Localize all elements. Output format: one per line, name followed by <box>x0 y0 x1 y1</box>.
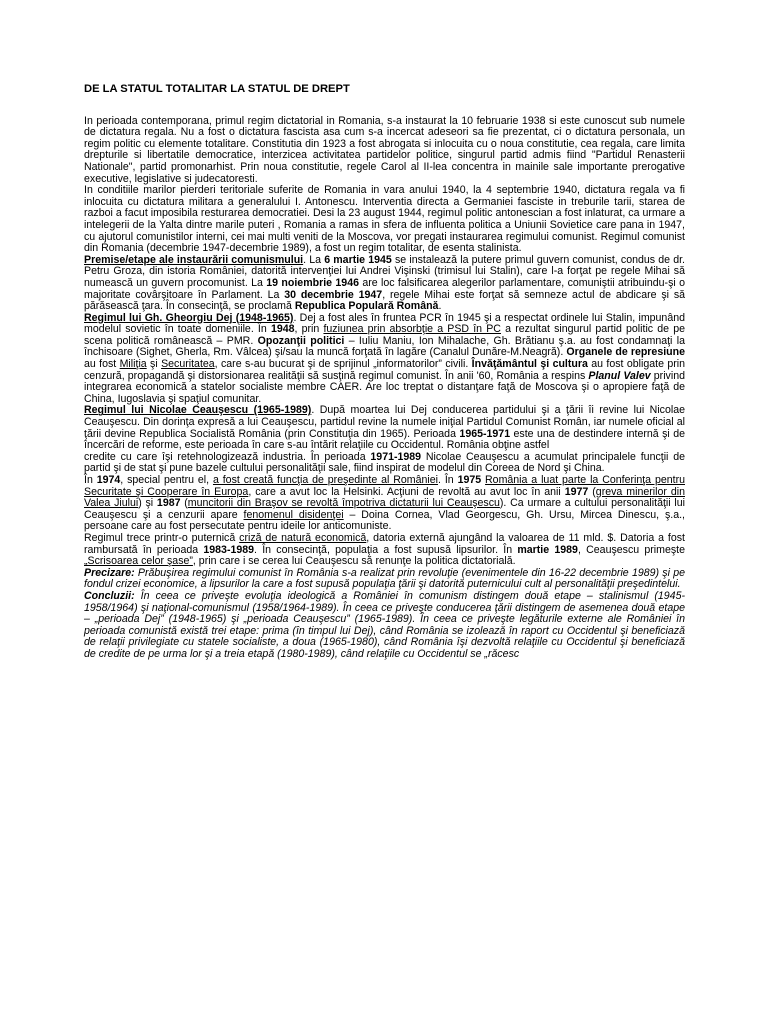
intro-paragraph: In perioada contemporana, primul regim dictatorial in Romania, s-a instaurat la 10 februarie 1938 si este cunoscut sub numele de dictatura regala. Nu a fost o dictatura fascista asa cum s-a incercat adeseori sa fie prezentat, ci o dictatura personala, un regim politic cu elemente totalitare. Constitutia din 1923 a fost abrogata si inlocuita cu o noua constitutie, cea regala, care limita drepturile si libertatile democratice, interzicea activitatea partidelor politice, singurul partid admis fiind "Partidul Renasterii Nationale", partid promonarhist. Prin noua constitutie, regele Carol al II-lea concentra in mainile sale importante prerogative executive, legislative si judecatoresti. <box>84 114 685 185</box>
paragraph-concluzii: Concluzii: În ceea ce priveşte evoluţia ideologică a României în comunism distingem două etape – stalinismul (1945-1958/1964) şi naţional-comunismul (1958/1964-1989). În ceea ce priveşte conducerea ţării distingem de asemenea două etape – „perioada Dej” (1948-1965) şi „perioada Ceauşescu” (1965-1989). În ceea ce priveşte legăturile externe ale României în perioada comunistă există trei etape: prima (în timpul lui Dej), când România se izolează în raport cu Occidentul şi beneficiază de relaţii privilegiate cu statele socialiste, a doua (1965-1980), când România îşi dezvoltă relaţiile cu Occidentul şi beneficiază de credite de pe urma lor şi a treia etapă (1980-1989), când relaţiile cu Occidentul se „răcesc <box>84 589 685 660</box>
paragraph-precizare: Precizare: Prăbuşirea regimului comunist în România s-a realizat prin revoluţie (evenimentele din 16-22 decembrie 1989) şi pe fondul crizei economice, a lipsurilor la care a fost supusă populaţia ţării şi datorită puternicului cult al personalităţii preşedintelui. <box>84 566 685 591</box>
section-premise: Premise/etape ale instaurării comunismului. La 6 martie 1945 se instalează la putere primul guvern comunist, condus de dr. Petru Groza, din istoria României, datorită intervenţiei lui Andrei Vişinski (trimisul lui Stalin), care l-a forţat pe regele Mihai să numească un guvern procomunist. La 19 noiembrie 1946 are loc falsificarea alegerilor parlamentare, comuniştii atribuindu-şi o majoritate covârşitoare în Parlament. La 30 decembrie 1947, regele Mihai este forţat să semneze actul de abdicare şi să părăsească ţara. În consecinţă, se proclamă Republica Populară Română. <box>84 253 686 313</box>
section-dej: Regimul lui Gh. Gheorgiu Dej (1948-1965). Dej a fost ales în fruntea PCR în 1945 şi a respectat ordinele lui Stalin, impunând modelul sovietic în toate domeniile. În 1948, prin fuziunea prin absorbţie a PSD în PC a rezultat singurul partid politic de pe scena politică românească – PMR. Opozanţii politici – Iuliu Maniu, Ion Mihalache, Gh. Brătianu ş.a. au fost condamnaţi la închisoare (Sighet, Gherla, Rm. Vâlcea) şi/sau la muncă forţată în lagăre (Canalul Dunăre-M.Neagră). Organele de represiune au fost Miliţia şi Securitatea, care s-au bucurat şi de sprijinul „informatorilor” civili. Învăţământul şi cultura au fost obligate prin cenzură, propagandă şi distorsionarea realităţii să susţină regimul comunist. În anii '60, România a respins Planul Valev privind integrarea economică a statelor socialiste membre CAER. Are loc treptat o distanţare faţă de Moscova şi o apropiere faţă de China, Iugoslavia şi spaţiul comunitar. <box>84 311 685 405</box>
section-heading: Regimul lui Gh. Gheorgiu Dej (1948-1965) <box>84 311 294 324</box>
paragraph-credits: credite cu care îşi retehnologizează industria. În perioada 1971-1989 Nicolae Ceauşescu a acumulat principalele funcţii de partid şi de stat şi pune bazele cultului personalităţii sale, fiind inspirat de modelul din Coreea de Nord şi China. <box>84 450 685 475</box>
section-heading: Regimul lui Nicolae Ceauşescu (1965-1989) <box>84 404 312 417</box>
section-heading: Premise/etape ale instaurării comunismului <box>84 253 304 266</box>
document-title: DE LA STATUL TOTALITAR LA STATUL DE DREPT <box>84 83 350 95</box>
paragraph-antonescu: In conditiile marilor pierderi teritoriale suferite de Romania in vara anului 1940, la 4 septembrie 1940, dictatura regala va fi inlocuita cu dictatura militara a generalului I. Antonescu. Interventia directa a Germaniei fasciste in treburile tarii, starea de razboi a facut imposibila resturarea democratiei. Desi la 23 august 1944, regimul politic antonescian a fost inlaturat, ca urmare a intelegerii de la Yalta dintre marile puteri , Romania a ramas in sfera de influenta politica a Uniunii Sovietice care pana in 1947, cu ajutorul comunistilor interni, cei mai multi veniti de la Moscova, vor pregati instaurarea regimului comunist. Regimul comunist din Romania (decembrie 1947-decembrie 1989), a fost un regim totalitar, de esenta stalinista. <box>84 184 685 255</box>
document-page <box>84 84 685 661</box>
section-ceausescu: Regimul lui Nicolae Ceauşescu (1965-1989). După moartea lui Dej conducerea partidului şi a ţării îi revine lui Nicolae Ceauşescu. Din dorinţa expresă a lui Ceauşescu, partidul revine la numele iniţial Partidul Comunist Român, iar numele oficial al ţării devine Republica Socialistă România (prin Constituţia din 1965). Perioada 1965-1971 este una de destindere internă şi de încercări de reforme, este perioada în care s-au întărit relaţiile cu Occidentul. România obţine astfel <box>84 404 686 452</box>
paragraph-crisis: Regimul trece printr-o puternică criză de natură economică, datoria externă ajungând la valoarea de 11 mld. $. Datoria a fost rambursată în perioada 1983-1989. În consecinţă, populaţia a fost supusă lipsurilor. În martie 1989, Ceauşescu primeşte „Scrisoarea celor şase”, prin care i se cerea lui Ceauşescu să renunţe la politica dictatorială. <box>84 531 685 568</box>
paragraph-1974: În 1974, special pentru el, a fost creată funcţia de preşedinte al României. În 1975 România a luat parte la Conferinţa pentru Securitate şi Cooperare în Europa, care a avut loc la Helsinki. Acţiuni de revoltă au avut loc în anii 1977 (greva minerilor din Valea Jiului) şi 1987 (muncitorii din Braşov se revoltă împotriva dictaturii lui Ceauşescu). Ca urmare a cultului personalităţii lui Ceauşescu şi a cenzurii apare fenomenul disidenţei – Doina Cornea, Vlad Georgescu, Gh. Ursu, Mircea Dinescu, ş.a., persoane care au fost persecutate pentru ideile lor anticomuniste. <box>84 474 686 533</box>
